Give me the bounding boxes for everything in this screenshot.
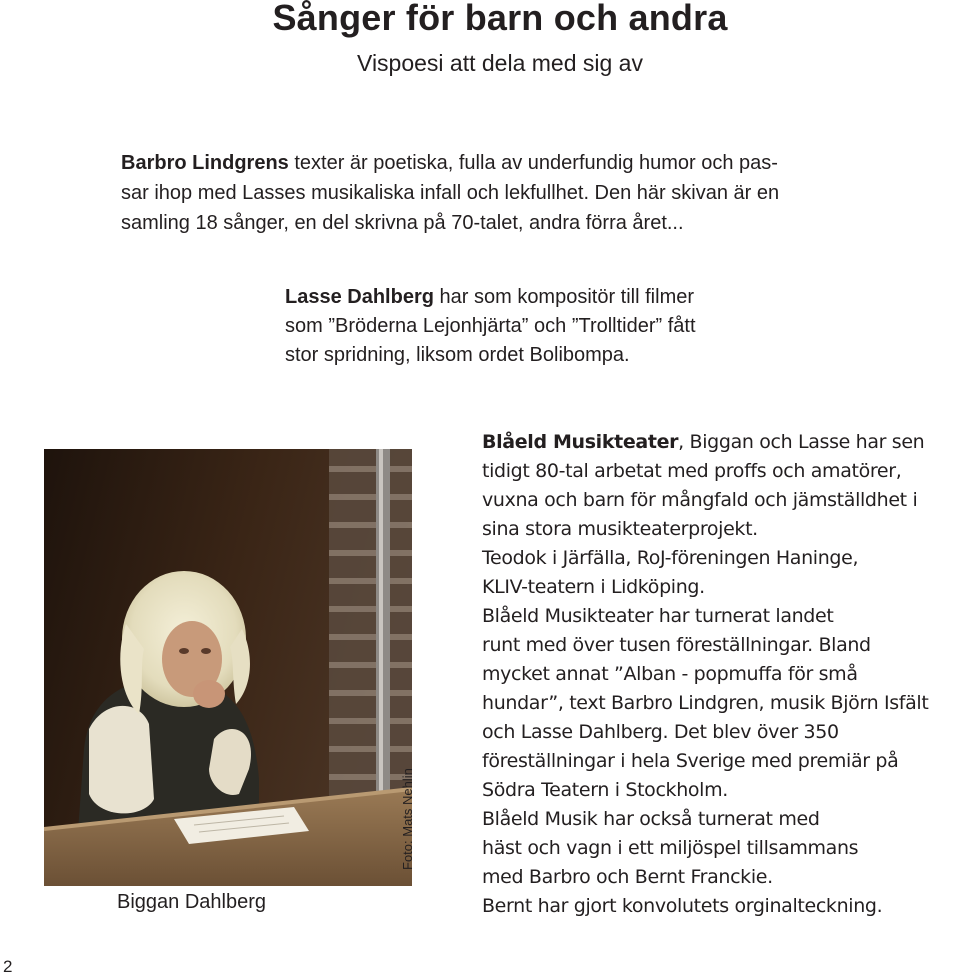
theater-line: sina stora musikteaterprojekt.	[482, 518, 758, 540]
theater-line-text: , Biggan och Lasse har sen	[678, 431, 925, 453]
theater-bold-name: Blåeld Musikteater	[482, 431, 679, 453]
page-number: 2	[3, 957, 13, 976]
theater-line: häst och vagn i ett miljöspel tillsammans	[482, 837, 859, 859]
theater-line: Teodok i Järfälla, RoJ-föreningen Haninge,	[482, 547, 859, 569]
theater-line: Blåeld Musikteater har turnerat landet	[482, 605, 834, 627]
intro-line-text: texter är poetiska, fulla av underfundig humor och pas-	[288, 152, 778, 174]
theater-line: och Lasse Dahlberg. Det blev över 350	[482, 721, 839, 743]
page-subtitle: Vispoesi att dela med sig av	[357, 50, 643, 76]
intro-line: samling 18 sånger, en del skrivna på 70-talet, andra förra året...	[121, 212, 684, 234]
theater-line	[482, 428, 957, 457]
theater-line: föreställningar i hela Sverige med premiär på	[482, 750, 899, 772]
theater-line: med Barbro och Bernt Franckie.	[482, 866, 773, 888]
page-title: Sånger för barn och andra	[272, 0, 728, 38]
composer-bold-name: Lasse Dahlberg	[285, 286, 434, 308]
theater-line: hundar”, text Barbro Lindgren, musik Björn Isfält	[482, 692, 929, 714]
theater-line: Bernt har gjort konvolutets orginalteckning.	[482, 895, 883, 917]
photo-caption: Biggan Dahlberg	[117, 891, 266, 913]
theater-line: Södra Teatern i Stockholm.	[482, 779, 728, 801]
intro-line: sar ihop med Lasses musikaliska infall och lekfullhet. Den här skivan är en	[121, 182, 780, 204]
photo-credit: Foto: Mats Nehlin	[400, 768, 415, 870]
theater-line: runt med över tusen föreställningar. Bland	[482, 634, 871, 656]
composer-paragraph	[285, 283, 785, 370]
theater-line: KLIV-teatern i Lidköping.	[482, 576, 705, 598]
composer-line	[285, 283, 785, 312]
intro-bold-name: Barbro Lindgrens	[121, 152, 289, 174]
theater-line: Blåeld Musik har också turnerat med	[482, 808, 820, 830]
portrait-photo	[44, 449, 412, 886]
intro-line	[121, 148, 856, 178]
theater-line: mycket annat ”Alban - popmuffa för små	[482, 663, 858, 685]
theater-paragraph	[482, 428, 957, 921]
theater-line: vuxna och barn för mångfald och jämställdhet i	[482, 489, 918, 511]
intro-paragraph	[121, 148, 856, 238]
composer-line: som ”Bröderna Lejonhjärta” och ”Trolltider” fått	[285, 315, 696, 337]
composer-line: stor spridning, liksom ordet Bolibompa.	[285, 344, 630, 366]
theater-line: tidigt 80-tal arbetat med proffs och amatörer,	[482, 460, 902, 482]
composer-line-text: har som kompositör till filmer	[433, 286, 695, 308]
